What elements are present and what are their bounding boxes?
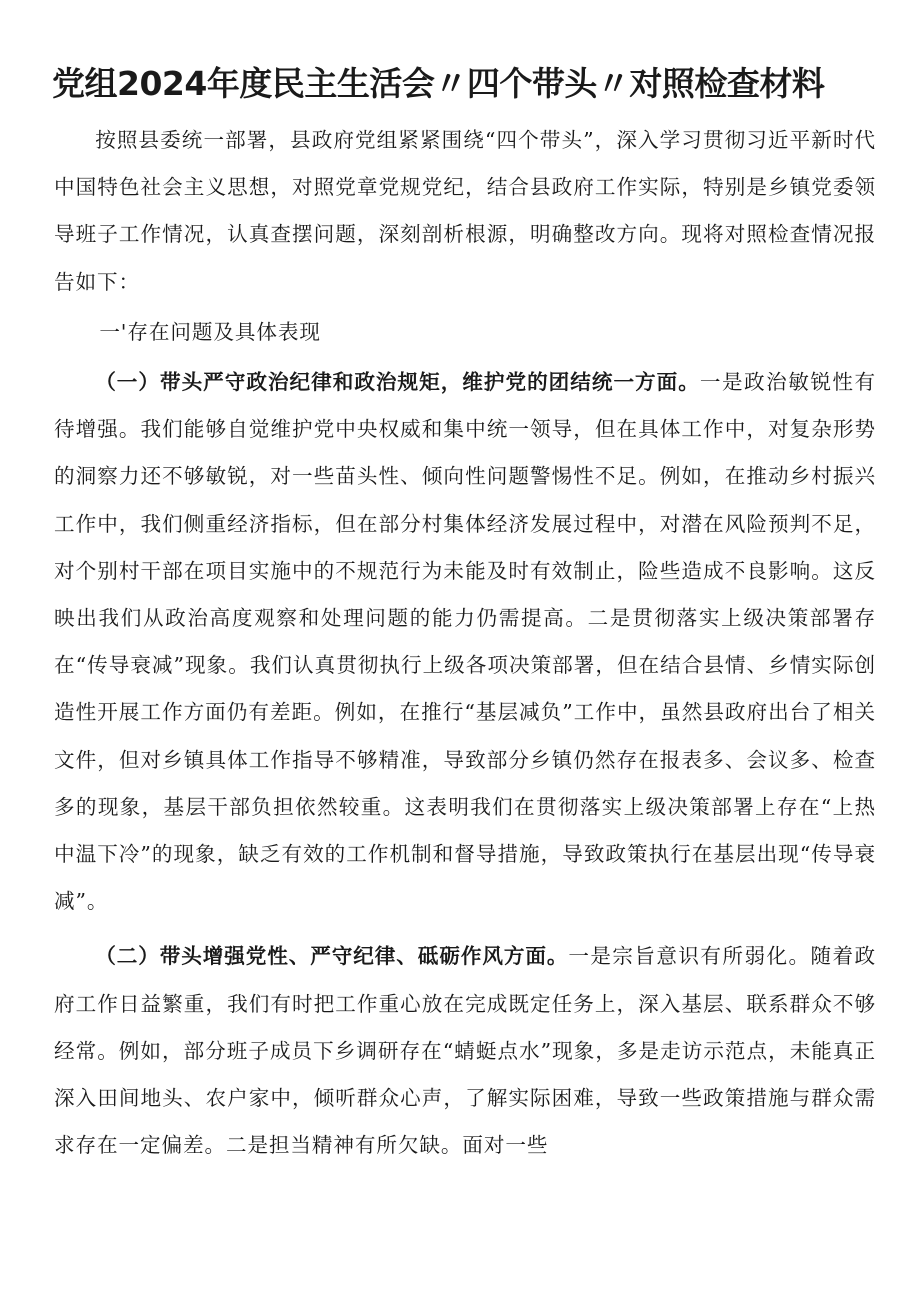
document-title: 党组2024年度民主生活会〃四个带头〃对照检查材料	[52, 64, 825, 103]
paragraph-item-1	[54, 359, 876, 925]
item-1-body: 一是政治敏锐性有待增强。我们能够自觉维护党中央权威和集中统一领导，但在具体工作中，对复杂形势的洞察力还不够敏锐，对一些苗头性、倾向性问题警惕性不足。例如，在推动乡村振兴工作中，我们侧重经济指标，但在部分村集体经济发展过程中，对潜在风险预判不足，对个别村干部在项目实施中的不规范行为未能及时有效制止，险些造成不良影响。这反映出我们从政治高度观察和处理问题的能力仍需提高。二是贯彻落实上级决策部署存在“传导衰减”现象。我们认真贯彻执行上级各项决策部署，但在结合县情、乡情实际创造性开展工作方面仍有差距。例如，在推行“基层减负”工作中，虽然县政府出台了相关文件，但对乡镇具体工作指导不够精准，导致部分乡镇仍然存在报表多、会议多、检查多的现象，基层干部负担依然较重。这表明我们在贯彻落实上级决策部署上存在“上热中温下冷”的现象，缺乏有效的工作机制和督导措施，导致政策执行在基层出现“传导衰减”。	[54, 370, 876, 914]
intro-paragraph: 按照县委统一部署，县政府党组紧紧围绕“四个带头”，深入学习贯彻习近平新时代中国特色社会主义思想，对照党章党规党纪，结合县政府工作实际，特别是乡镇党委领导班子工作情况，认真查摆问题，深刻剖析根源，明确整改方向。现将对照检查情况报告如下：	[54, 128, 876, 294]
document-body	[54, 117, 876, 1169]
item-2-body: 一是宗旨意识有所弱化。随着政府工作日益繁重，我们有时把工作重心放在完成既定任务上，深入基层、联系群众不够经常。例如，部分班子成员下乡调研存在“蜻蜓点水”现象，多是走访示范点，未能真正深入田间地头、农户家中，倾听群众心声，了解实际困难，导致一些政策措施与群众需求存在一定偏差。二是担当精神有所欠缺。面对一些	[54, 944, 876, 1158]
item-1-lead: （一）带头严守政治纪律和政治规矩，维护党的团结统一方面。	[95, 370, 700, 395]
item-2-lead: （二）带头增强党性、严守纪律、砥砺作风方面。	[95, 944, 569, 969]
section-heading-problems: 一'存在问题及具体表现	[99, 319, 321, 344]
paragraph-item-2	[54, 933, 876, 1169]
